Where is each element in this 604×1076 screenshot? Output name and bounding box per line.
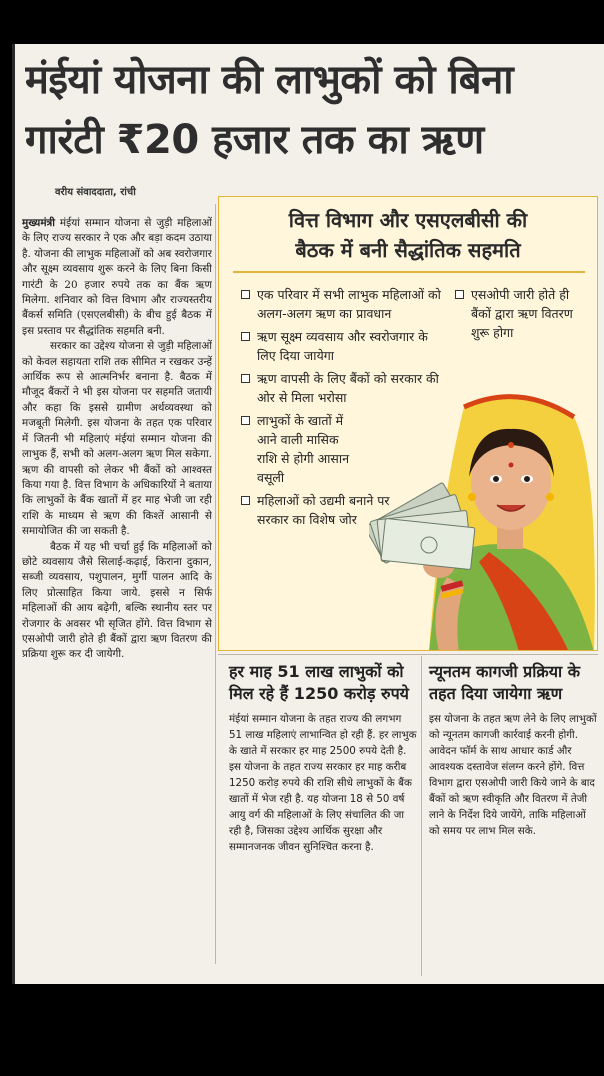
column-divider (215, 204, 216, 964)
highlight-bullet-item (241, 369, 446, 407)
highlight-box (218, 196, 598, 651)
sub-article-paperwork (429, 661, 599, 839)
highlight-box-title-line-1: वित्त विभाग और एसएलबीसी की (288, 208, 528, 232)
article-paragraph-2: सरकार का उद्देश्य योजना से जुड़ी महिलाओं को केवल सहायता राशि तक सीमित न रखकर उन्हें आर्थिक रूप से आत्मनिर्भर बनाना है. बैठक में मौजूद बैंकरों ने भी इस योजना पर सहमति जतायी और कहा कि इससे ग्रामीण अर्थव्यवस्था को मजबूती मिलेगी. इस योजना के तहत एक परिवार में जितनी भी महिलाएं मंईयां सम्मान योजना की लाभुक हैं, सभी को अलग-अलग ऋण मिल सकेगा. ऋण की वापसी को लेकर भी बैंकों को आश्वस्त किया गया है. वित्त विभाग के अधिकारियों ने बताया कि लाभुकों के बैंक खातों में हर माह भेजी जा रही राशि के माध्यम से ऋण की किश्तें आसानी से समायोजित की जा सकती है. (22, 340, 212, 538)
checkbox-bullet-icon (455, 290, 464, 299)
section-divider (218, 654, 598, 655)
sub-article-body: इस योजना के तहत ऋण लेने के लिए लाभुकों को न्यूनतम कागजी कार्रवाई करनी होगी. आवेदन फॉर्म के साथ आधार कार्ड और आवश्यक दस्तावेज संलग्न करने होंगे. वित्त विभाग द्वारा एसओपी जारी किये जाने के बाद बैंकों को ऋण स्वीकृति और वितरण में तेजी लाने के निर्देश दिये जायेंगे, ताकि महिलाओं को समय पर लाभ मिल सके. (429, 713, 597, 837)
highlight-bullet-text: ऋण सूक्ष्म व्यवसाय और स्वरोजगार के लिए दिया जायेगा (257, 329, 428, 363)
headline-line-1: मंईयां योजना की लाभुकों को बिना (25, 57, 514, 103)
highlight-bullet-item (241, 411, 361, 487)
highlight-box-title-line-2: बैठक में बनी सैद्धांतिक सहमति (295, 238, 521, 262)
highlight-bullet-text: लाभुकों के खातों में आने वाली मासिक राशि से होगी आसान वसूली (257, 413, 350, 485)
article-paragraph-1 (22, 216, 212, 339)
highlight-bullet-text: एसओपी जारी होते ही बैंकों द्वारा ऋण वितरण शुरू होगा (471, 287, 573, 340)
highlight-bullet-item (455, 285, 585, 342)
checkbox-bullet-icon (241, 374, 250, 383)
byline: वरीय संवाददाता, रांची (55, 187, 136, 198)
highlight-bullet-text: ऋण वापसी के लिए बैंकों को सरकार की ओर से मिला भरोसा (257, 371, 439, 405)
checkbox-bullet-icon (241, 416, 250, 425)
column-divider (421, 656, 422, 976)
article-lead-word: मुख्यमंत्री (22, 217, 55, 229)
article-paragraph-1-text: मंईयां सम्मान योजना से जुड़ी महिलाओं के लिए राज्य सरकार ने एक और बड़ा कदम उठाया है. योजना की लाभुक महिलाओं को अब स्वरोजगार और सूक्ष्म व्यवसाय शुरू करने के लिए बिना किसी गारंटी के 20 हजार रुपये तक का बैंक ऋण मिलेगा. शनिवार को वित्त विभाग और राज्यस्तरीय बैंकर्स समिति (एसएलबीसी) के बीच हुई बैठक में इस प्रस्ताव पर सैद्धांतिक सहमति बनी. (22, 217, 212, 337)
highlight-bullet-item (241, 327, 446, 365)
headline (25, 50, 600, 170)
headline-line-2: गारंटी ₹20 हजार तक का ऋण (25, 117, 484, 163)
sub-article-body: मंईयां सम्मान योजना के तहत राज्य की लगभग 51 लाख महिलाएं लाभान्वित हो रही हैं. हर लाभुक के खाते में सरकार हर माह 2500 रुपये देती है. इस योजना के तहत राज्य सरकार हर माह करीब 1250 करोड़ रुपये की राशि सीधे लाभुकों के बैंक खातों में भेज रही है. यह योजना 18 से 50 वर्ष आयु वर्ग की महिलाओं के लिए संचालित की जा रही है, जिसका उद्देश्य आर्थिक सुरक्षा और सम्मानजनक जीवन सुनिश्चित करना है. (229, 713, 417, 853)
sub-article-heading: हर माह 51 लाख लाभुकों को मिल रहे हैं 1250 करोड़ रुपये (229, 662, 409, 703)
article-paragraph-3: बैठक में यह भी चर्चा हुई कि महिलाओं को छोटे व्यवसाय जैसे सिलाई-कढ़ाई, किराना दुकान, सब्जी व्यवसाय, पशुपालन, मुर्गी पालन आदि के लिए प्रोत्साहित किया जाये. इससे न सिर्फ महिलाओं की आय बढ़ेगी, बल्कि स्थानीय स्तर पर रोजगार के अवसर भी सृजित होंगे. वित्त विभाग से एसओपी जारी होते ही बैंकों द्वारा ऋण वितरण की प्रक्रिया शुरू कर दी जायेगी. (22, 540, 212, 661)
checkbox-bullet-icon (241, 496, 250, 505)
highlight-bullets-right (455, 285, 585, 346)
checkbox-bullet-icon (241, 332, 250, 341)
highlight-bullets-left (241, 285, 446, 533)
sub-article-heading: न्यूनतम कागजी प्रक्रिया के तहत दिया जायेगा ऋण (429, 662, 580, 703)
main-article-column (22, 216, 212, 976)
sub-article-beneficiaries (229, 661, 417, 855)
checkbox-bullet-icon (241, 290, 250, 299)
highlight-box-divider (233, 271, 585, 273)
highlight-bullet-text: महिलाओं को उद्यमी बनाने पर सरकार का विशेष जोर (257, 493, 390, 527)
highlight-bullet-text: एक परिवार में सभी लाभुक महिलाओं को अलग-अलग ऋण का प्रावधान (257, 287, 441, 321)
newspaper-clipping (12, 44, 604, 984)
highlight-bullet-item (241, 491, 421, 529)
highlight-box-title (219, 205, 597, 265)
highlight-bullet-item (241, 285, 446, 323)
